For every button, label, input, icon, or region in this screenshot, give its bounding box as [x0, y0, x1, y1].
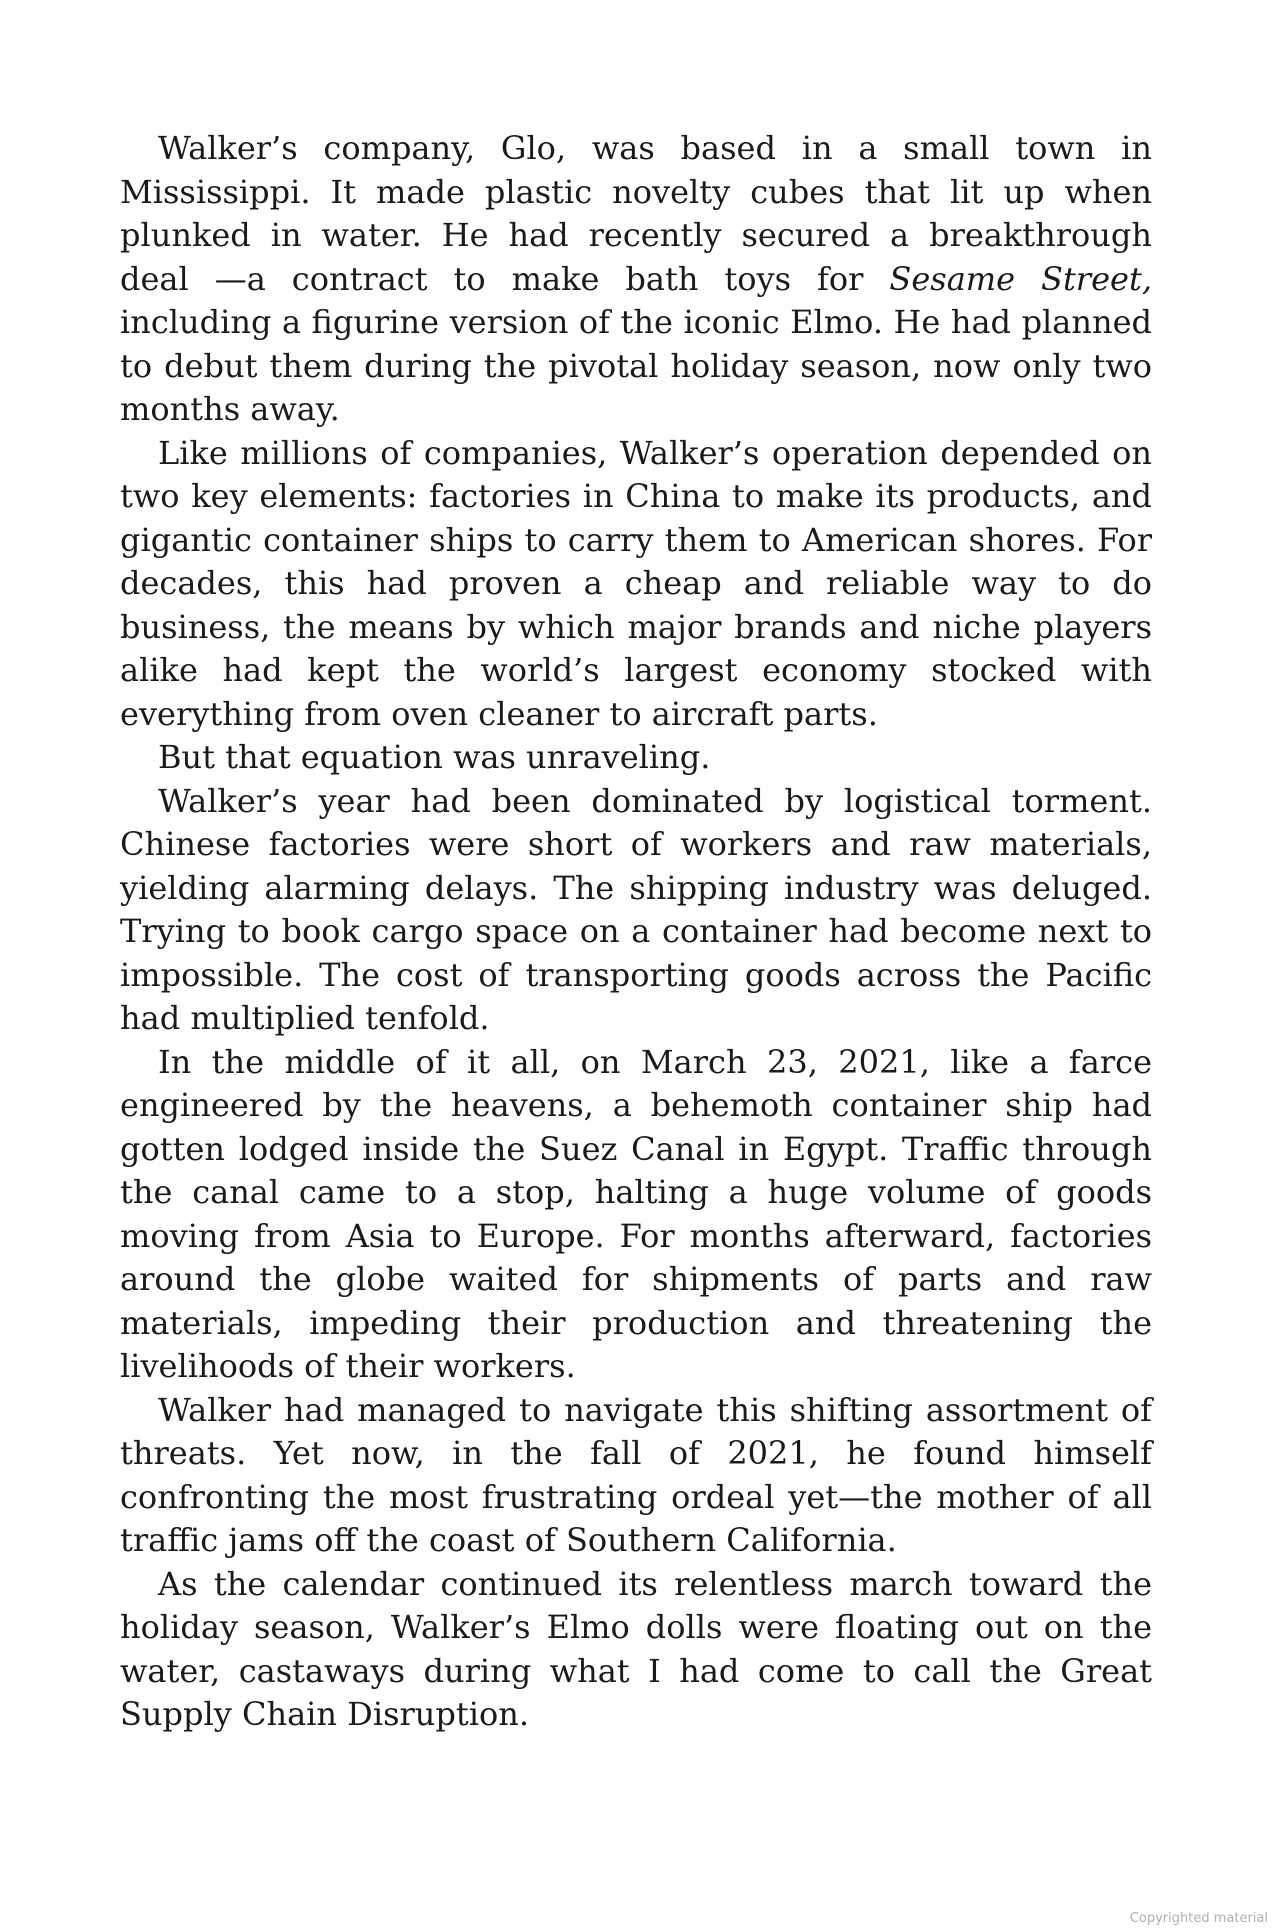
paragraph-7: As the calendar continued its relentless march toward the holiday season, Walker’s Elmo dolls were floating out on the water, castaways during what I had come to call the Great Supply Chain Disruption. — [120, 1564, 1152, 1733]
paragraph-1-text-a: Walker’s company, Glo, was based in a small town in Mississippi. It made plastic novelty cubes that lit up when plunked in water. He had recently secured a breakthrough deal —a contract to make bath toys for — [120, 129, 1152, 298]
copyright-watermark: Copyrighted material — [1129, 1911, 1268, 1926]
paragraph-6: Walker had managed to navigate this shifting assortment of threats. Yet now, in the fall of 2021, he found himself confronting the most frustrating ordeal yet—the mother of all traffic jams off the coast of Southern California. — [120, 1390, 1152, 1559]
paragraph-3: But that equation was unraveling. — [158, 738, 711, 776]
paragraph-1 — [120, 127, 1152, 432]
paragraph-2: Like millions of companies, Walker’s operation depended on two key elements: factories in China to make its products, and gigantic container ships to carry them to American shores. For decades, this had proven a cheap and reliable way to do business, the means by which major brands and niche players alike had kept the world’s largest economy stocked with everything from oven cleaner to aircraft parts. — [120, 433, 1152, 733]
paragraph-4: Walker’s year had been dominated by logistical torment. Chinese factories were short of workers and raw materials, yielding alarming delays. The shipping industry was deluged. Trying to book cargo space on a container had become next to impossible. The cost of transporting goods across the Pacific had multiplied tenfold. — [120, 781, 1152, 1037]
paragraph-5: In the middle of it all, on March 23, 2021, like a farce engineered by the heavens, a behemoth container ship had gotten lodged inside the Suez Canal in Egypt. Traffic through the canal came to a stop, halting a huge volume of goods moving from Asia to Europe. For months afterward, factories around the globe waited for shipments of parts and raw materials, impeding their production and threatening the livelihoods of their workers. — [120, 1042, 1152, 1385]
book-page-body — [120, 127, 1152, 1737]
book-title-sesame-street: Sesame Street, — [889, 259, 1153, 298]
paragraph-1-text-b: including a figurine version of the iconic Elmo. He had planned to debut them during the pivotal holiday season, now only two months away. — [120, 303, 1152, 428]
